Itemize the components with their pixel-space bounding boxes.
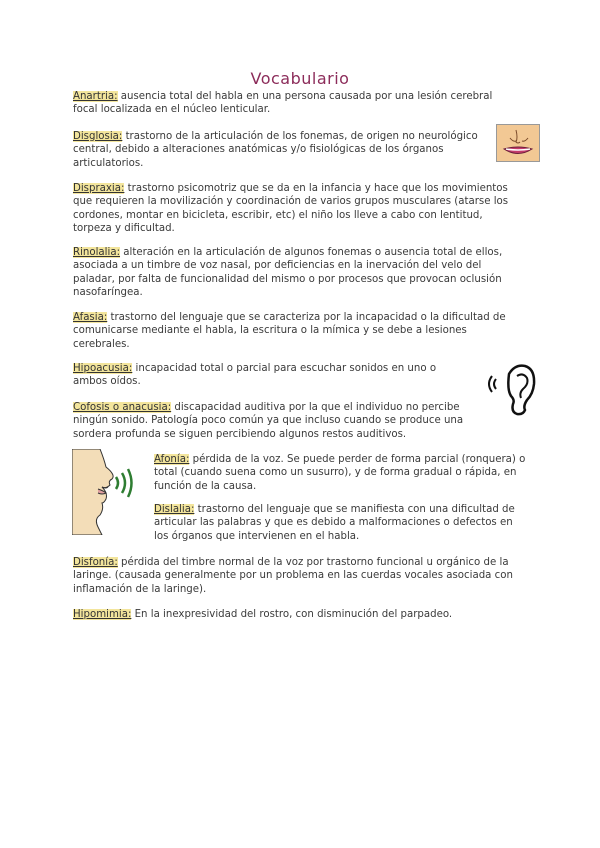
definition-disfonia: pérdida del timbre normal de la voz por trastorno funcional u orgánico de la laringe. (causada generalmente por un problema en las cuerdas vocales asociada con inflamación de la laringe). (73, 557, 513, 595)
entry-hipomimia (73, 608, 528, 621)
entry-disfonia (73, 556, 528, 596)
term-hipoacusia: Hipoacusia: (73, 363, 133, 374)
term-dislalia: Dislalia: (154, 504, 195, 515)
entry-disglosia (73, 130, 481, 170)
definition-afonia: pérdida de la voz. Se puede perder de forma parcial (ronquera) o total (cuando suena como un susurro), y de forma gradual o rápida, en función de la causa. (154, 454, 526, 492)
mouth-illustration-icon (496, 124, 540, 162)
entry-hipoacusia (73, 362, 468, 389)
term-afasia: Afasia: (73, 312, 108, 323)
term-hipomimia: Hipomimia: (73, 609, 132, 620)
entry-afasia (73, 311, 523, 351)
term-afonia: Afonía: (154, 454, 190, 465)
page-title: Vocabulario (250, 69, 350, 88)
entry-afonia (154, 453, 526, 493)
definition-rinolalia: alteración en la articulación de algunos fonemas o ausencia total de ellos, asociada a un timbre de voz nasal, por deficiencias en la inervación del velo del paladar, por falta de funcionalidad del mismo o por procesos que provocan oclusión nasofaríngea. (73, 247, 503, 298)
definition-dispraxia: trastorno psicomotriz que se da en la infancia y hace que los movimientos que requieren la movilización y coordinación de varios grupos musculares (atarse los cordones, montar en bicicleta, escribir, etc) el niño los lleve a cabo con lentitud, torpeza y dificultad. (73, 183, 509, 234)
term-dispraxia: Dispraxia: (73, 183, 125, 194)
term-disglosia: Disglosia: (73, 131, 123, 142)
entry-cofosis (73, 401, 483, 441)
term-disfonia: Disfonía: (73, 557, 118, 568)
definition-cofosis: discapacidad auditiva por la que el individuo no percibe ningún sonido. Patología poco común ya que incluso cuando se produce una sordera profunda se siguen percibiendo algunos restos auditivos. (73, 402, 464, 440)
entry-anartria (73, 90, 513, 117)
speaking-face-illustration-icon (72, 449, 136, 535)
definition-anartria: ausencia total del habla en una persona causada por una lesión cerebral focal localizada en el núcleo lenticular. (73, 91, 493, 116)
term-cofosis: Cofosis o anacusia: (73, 402, 172, 413)
entry-rinolalia (73, 246, 523, 299)
term-rinolalia: Rinolalia: (73, 247, 121, 258)
definition-afasia: trastorno del lenguaje que se caracteriza por la incapacidad o la dificultad de comunicarse mediante el habla, la escritura o la mímica y se debe a lesiones cerebrales. (73, 312, 506, 350)
entry-dispraxia (73, 182, 523, 235)
ear-illustration-icon (487, 362, 537, 416)
definition-hipoacusia: incapacidad total o parcial para escuchar sonidos en uno o ambos oídos. (73, 363, 437, 388)
definition-dislalia: trastorno del lenguaje que se manifiesta con una dificultad de articular las palabras y que es debido a malformaciones o defectos en los órganos que intervienen en el habla. (154, 504, 515, 542)
term-anartria: Anartria: (73, 91, 118, 102)
entry-dislalia (154, 503, 526, 543)
definition-hipomimia: En la inexpresividad del rostro, con disminución del parpadeo. (131, 609, 453, 620)
definition-disglosia: trastorno de la articulación de los fonemas, de origen no neurológico central, debido a alteraciones anatómicas y/o fisiológicas de los órganos articulatorios. (73, 131, 478, 169)
